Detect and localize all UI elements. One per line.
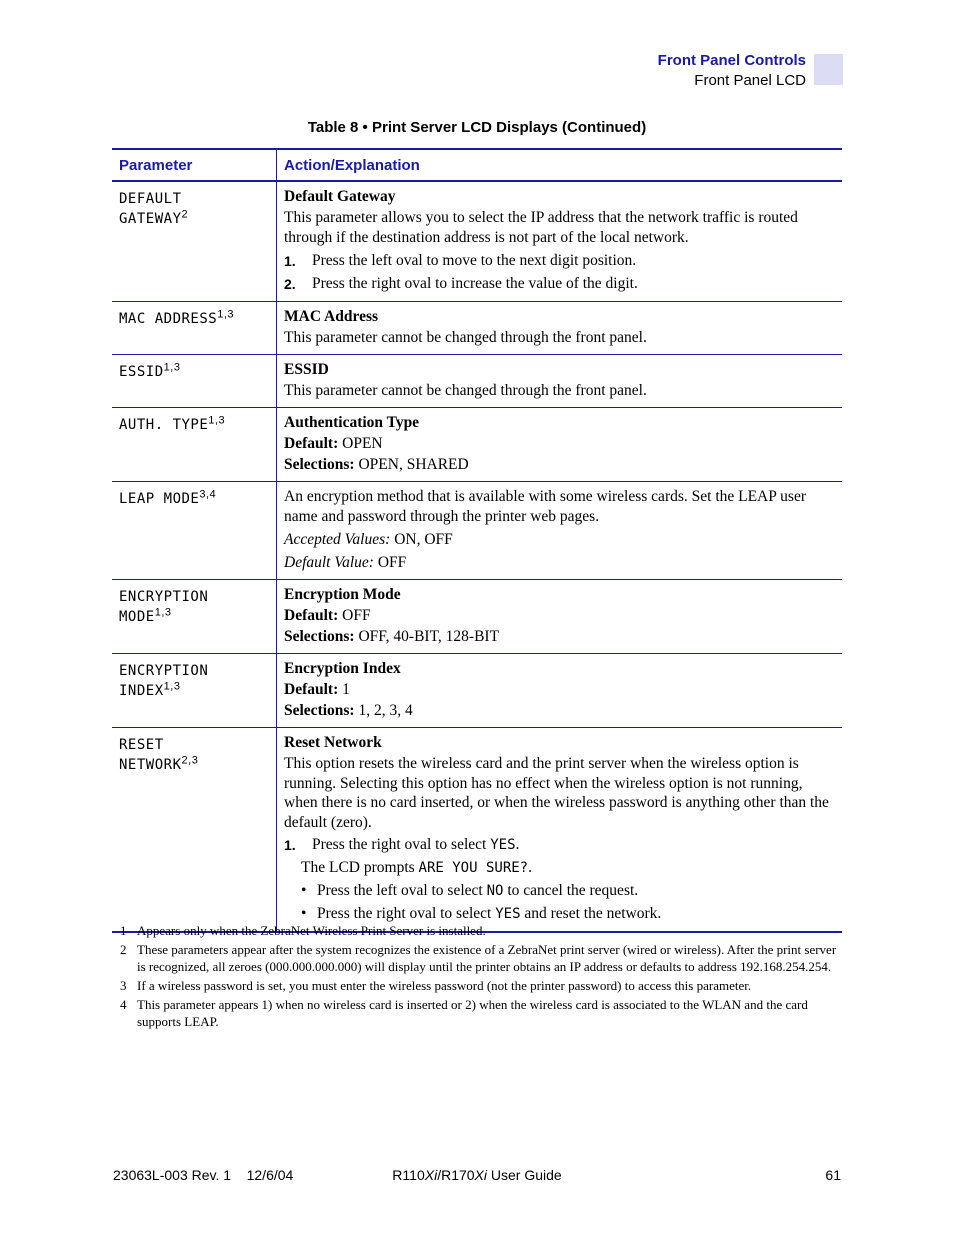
footnote [112,996,842,1030]
table-row [112,482,842,580]
table-row [112,580,842,654]
table-row [112,654,842,728]
header-tab-marker [814,54,843,85]
step-item: 1. Press the right oval to select YES. [284,836,520,853]
selections-line: Selections: OFF, 40-BIT, 128-BIT [284,628,500,645]
default-value-line: Default Value: OFF [284,554,407,571]
footnote-ref: 1,3 [163,361,181,374]
lcd-parameter-name: MAC ADDRESS [119,311,218,327]
row-description: This parameter cannot be changed through the front panel. [284,382,647,399]
row-heading: Authentication Type [284,414,420,431]
parameter-cell [112,355,277,408]
step-text: Press the right oval to increase the value of the digit. [312,275,638,292]
action-cell [277,181,843,302]
accepted-values-line: Accepted Values: ON, OFF [284,531,453,548]
row-description: An encryption method that is available with some wireless cards. Set the LEAP user name and password through the printer web pages. [284,488,806,525]
table-header-row [112,149,842,181]
footnote-ref: 1,3 [163,680,181,693]
lcd-parameter-name: ENCRYPTION [119,589,209,605]
default-line: Default: 1 [284,681,350,698]
step-number: 1. [284,837,296,853]
parameter-cell [112,654,277,728]
row-heading: MAC Address [284,308,379,325]
footnote-ref: 1,3 [217,308,235,321]
default-line: Default: OFF [284,607,371,624]
footnote-ref: 1,3 [154,606,172,619]
footnote-text: This parameter appears 1) when no wireless card is inserted or 2) when the wireless card is associated to the WLAN and the card supports LEAP. [137,997,808,1029]
lcd-parameter-name: MODE [119,609,155,625]
action-cell [277,654,843,728]
prompt-line: The LCD prompts ARE YOU SURE?. [301,859,532,876]
footer-guide-title: R110Xi/R170Xi User Guide [392,1167,562,1183]
footnote-number: 2 [120,942,127,957]
footnote [112,941,842,975]
default-line: Default: OPEN [284,435,383,452]
row-heading: ESSID [284,361,329,378]
footnote [112,922,842,939]
footnote-ref: 2 [181,208,189,221]
row-description: This parameter allows you to select the IP address that the network traffic is routed through if the destination address is not part of the local network. [284,209,798,246]
table-row [112,302,842,355]
step-item [284,274,835,294]
footnote-ref: 3,4 [199,488,217,501]
lcd-parameter-name: ESSID [119,364,164,380]
lcd-parameter-name: INDEX [119,683,164,699]
footnote-number: 1 [120,923,127,938]
table-row [112,355,842,408]
footer-page-number: 61 [825,1167,841,1183]
footnote-ref: 1,3 [208,414,226,427]
lcd-parameter-name: GATEWAY [119,211,182,227]
footnote-ref: 2,3 [181,754,199,767]
table-title: Table 8 • Print Server LCD Displays (Continued) [307,119,647,136]
action-cell [277,408,843,482]
row-description: This parameter cannot be changed through the front panel. [284,329,647,346]
bullet-item: • Press the left oval to select NO to cancel the request. [301,882,639,899]
footnote-text: Appears only when the ZebraNet Wireless Print Server is installed. [137,923,486,938]
parameter-cell [112,408,277,482]
row-heading: Reset Network [284,734,382,751]
parameter-cell [112,728,277,933]
column-header-action: Action/Explanation [277,149,843,181]
step-text: Press the left oval to move to the next digit position. [312,252,637,269]
lcd-parameter-name: AUTH. TYPE [119,417,209,433]
parameter-cell [112,302,277,355]
lcd-text: NO [486,883,504,899]
lcd-text: ARE YOU SURE? [418,860,529,876]
row-description: This option resets the wireless card and the print server when the wireless option is running. Selecting this option has no effect when the wireless option is not running, when there is no card inserted, or when the wireless password is anything other than the default (zero). [284,755,829,831]
parameter-cell [112,580,277,654]
table-row [112,408,842,482]
selections-line: Selections: 1, 2, 3, 4 [284,702,413,719]
action-cell [277,302,843,355]
step-item [284,251,835,271]
lcd-parameter-name: RESET [119,737,164,753]
footnote-number: 3 [120,978,127,993]
header-section-title: Front Panel Controls [657,52,806,69]
bullet-marker: • [301,905,307,922]
action-cell [277,355,843,408]
step-number: 1. [284,253,296,269]
step-number: 2. [284,276,296,292]
footnote-text: If a wireless password is set, you must enter the wireless password (not the printer password) to access this parameter. [137,978,752,993]
footer-doc-id: 23063L-003 Rev. 1 12/6/04 [113,1167,294,1183]
table-row [112,728,842,933]
footnote-number: 4 [120,997,127,1012]
lcd-parameter-name: DEFAULT [119,191,182,207]
row-heading: Default Gateway [284,188,396,205]
header-subsection-title: Front Panel LCD [694,72,806,89]
bullet-marker: • [301,882,307,899]
row-heading: Encryption Index [284,660,401,677]
lcd-parameter-name: NETWORK [119,757,182,773]
row-heading: Encryption Mode [284,586,401,603]
lcd-parameter-name: ENCRYPTION [119,663,209,679]
action-cell [277,580,843,654]
print-server-lcd-table [112,148,842,933]
parameter-cell [112,181,277,302]
footnote-text: These parameters appear after the system recognizes the existence of a ZebraNet print server (wired or wireless). After the print server is recognized, all zeroes (000.000.000.000) will display until the printer obtains an IP address or defaults to address 192.168.254.254. [137,942,837,974]
lcd-text: YES [490,837,516,853]
action-cell [277,728,843,933]
action-cell [277,482,843,580]
footnote [112,977,842,994]
lcd-parameter-name: LEAP MODE [119,491,200,507]
selections-line: Selections: OPEN, SHARED [284,456,469,473]
table-row [112,181,842,302]
footnotes [112,922,842,1032]
parameter-cell [112,482,277,580]
bullet-item: • Press the right oval to select YES and reset the network. [301,905,662,922]
column-header-parameter: Parameter [112,149,277,181]
lcd-text: YES [495,906,521,922]
